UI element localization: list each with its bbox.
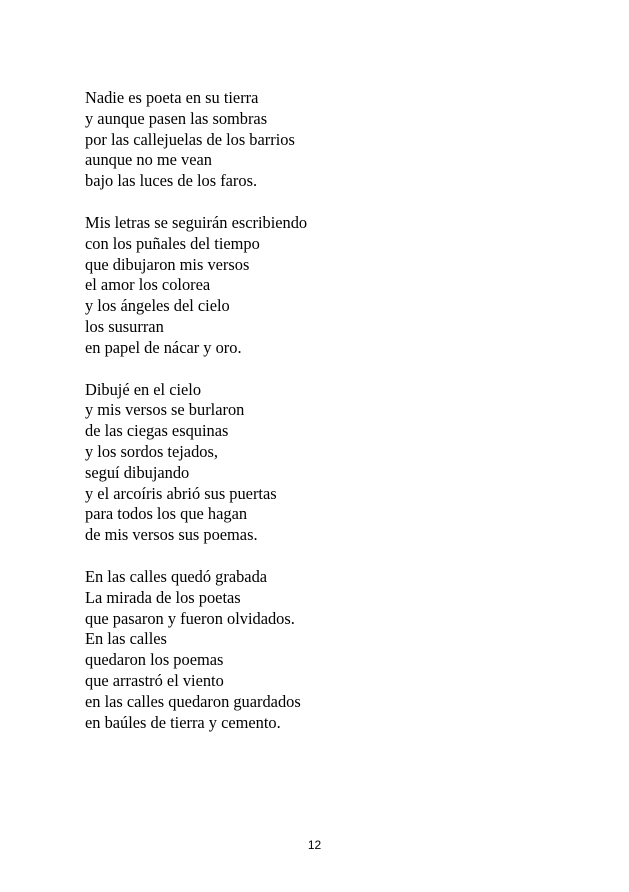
poem-line: y aunque pasen las sombras	[85, 108, 268, 128]
poem-line: en las calles quedaron guardados	[85, 691, 301, 711]
poem-line: que arrastró el viento	[85, 670, 224, 690]
poem-line: seguí dibujando	[85, 462, 190, 482]
poem-line: de las ciegas esquinas	[85, 421, 229, 441]
poem-line: En las calles quedó grabada	[85, 566, 268, 586]
poem-line: el amor los colorea	[85, 275, 211, 295]
poem-line: La mirada de los poetas	[85, 587, 241, 607]
page-number: 12	[307, 838, 322, 852]
poem-line: En las calles	[85, 629, 167, 649]
poem-line: que pasaron y fueron olvidados.	[85, 608, 295, 628]
poem-line: en baúles de tierra y cemento.	[85, 712, 281, 732]
poem-line: los susurran	[85, 316, 164, 336]
poem-line: y los ángeles del cielo	[85, 296, 230, 316]
poem-line: que dibujaron mis versos	[85, 254, 250, 274]
poem-line: Mis letras se seguirán escribiendo	[85, 212, 308, 232]
poem-line: y los sordos tejados,	[85, 441, 218, 461]
poem-body	[85, 88, 565, 754]
poem-line: por las callejuelas de los barrios	[85, 129, 295, 149]
poem-line: bajo las luces de los faros.	[85, 171, 258, 191]
poem-line: y mis versos se burlaron	[85, 400, 245, 420]
poem-line: de mis versos sus poemas.	[85, 525, 258, 545]
poem-line: para todos los que hagan	[85, 504, 248, 524]
poem-line: con los puñales del tiempo	[85, 233, 260, 253]
poem-line: aunque no me vean	[85, 150, 212, 170]
stanza-2	[85, 213, 565, 359]
poem-line: en papel de nácar y oro.	[85, 337, 242, 357]
stanza-4	[85, 567, 565, 733]
poem-line: y el arcoíris abrió sus puertas	[85, 483, 277, 503]
stanza-3	[85, 380, 565, 546]
poem-line: quedaron los poemas	[85, 650, 224, 670]
stanza-1	[85, 88, 565, 192]
poem-line: Dibujé en el cielo	[85, 379, 202, 399]
poem-line: Nadie es poeta en su tierra	[85, 88, 259, 107]
